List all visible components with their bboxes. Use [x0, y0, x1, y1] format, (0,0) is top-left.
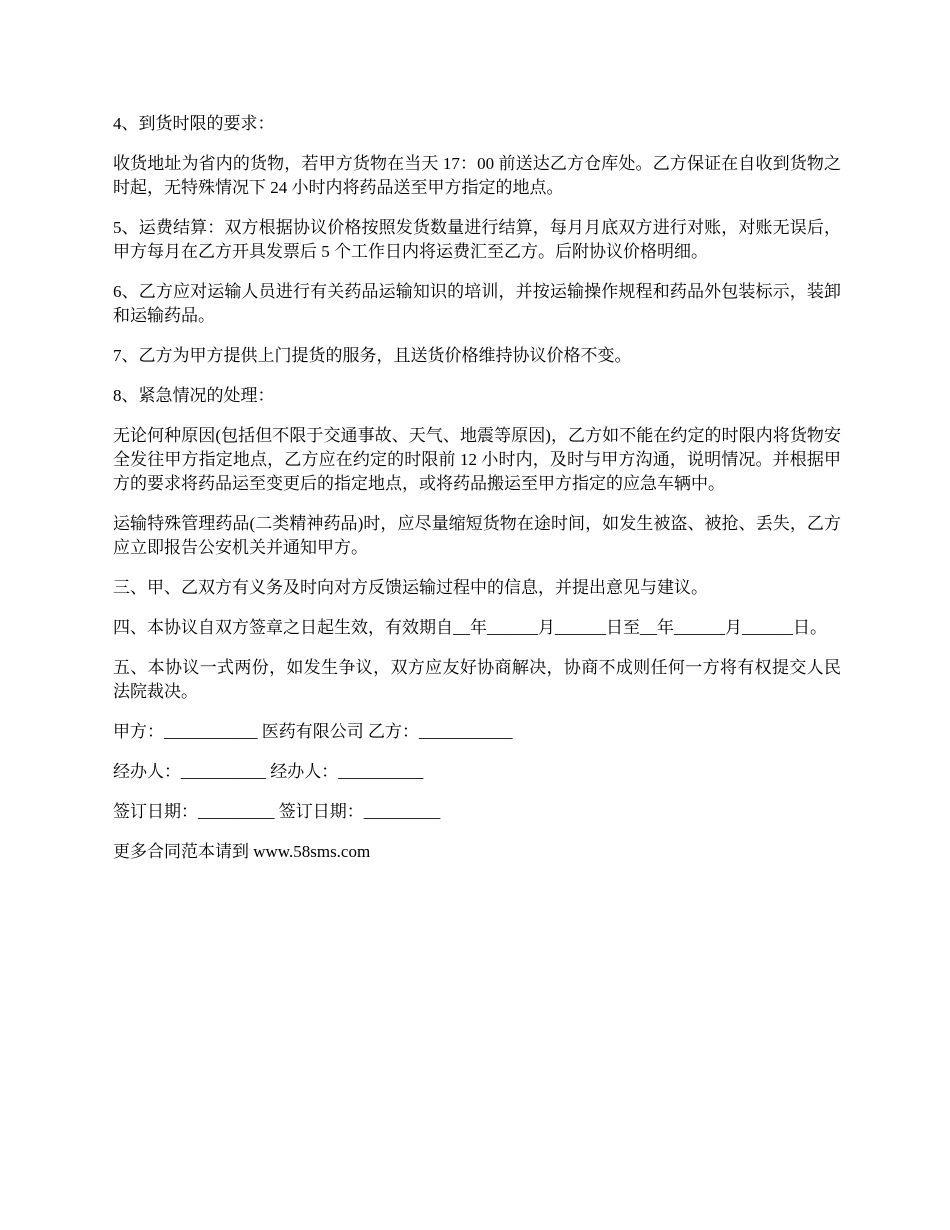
clause-5-freight-settlement: 5、运费结算：双方根据协议价格按照发货数量进行结算，每月月底双方进行对账，对账无误后，甲方每月在乙方开具发票后 5 个工作日内将运费汇至乙方。后附协议价格明细。: [113, 218, 841, 261]
clause-8-special-drugs: 运输特殊管理药品(二类精神药品)时，应尽量缩短货物在途时间，如发生被盗、被抢、丢失，乙方应立即报告公安机关并通知甲方。: [113, 514, 841, 557]
section-3-feedback: 三、甲、乙双方有义务及时向对方反馈运输过程中的信息，并提出意见与建议。: [113, 578, 708, 597]
signature-parties-line: 甲方：___________ 医药有限公司 乙方：___________: [113, 722, 513, 741]
section-5-disputes: 五、本协议一式两份，如发生争议，双方应友好协商解决，协商不成则任何一方将有权提交人民法院裁决。: [113, 658, 841, 701]
clause-8-heading: 8、紧急情况的处理：: [113, 386, 275, 405]
footer-more-templates: 更多合同范本请到 www.58sms.com: [113, 842, 371, 861]
clause-4-heading: 4、到货时限的要求：: [113, 114, 275, 133]
signature-handlers-line: 经办人：__________ 经办人：__________: [113, 762, 424, 781]
clause-6-staff-training: 6、乙方应对运输人员进行有关药品运输知识的培训，并按运输操作规程和药品外包装标示，装卸和运输药品。: [113, 282, 841, 325]
section-4-validity: 四、本协议自双方签章之日起生效，有效期自__年______月______日至__年______月______日。: [113, 618, 827, 637]
clause-7-pickup-service: 7、乙方为甲方提供上门提货的服务，且送货价格维持协议价格不变。: [113, 346, 632, 365]
clause-4-body: 收货地址为省内的货物，若甲方货物在当天 17：00 前送达乙方仓库处。乙方保证在自收到货物之时起，无特殊情况下 24 小时内将药品送至甲方指定的地点。: [113, 154, 841, 197]
clause-8-emergency-body: 无论何种原因(包括但不限于交通事故、天气、地震等原因)，乙方如不能在约定的时限内将货物安全发往甲方指定地点，乙方应在约定的时限前 12 小时内，及时与甲方沟通，说明情况。并根据甲方的要求将药品运至变更后的指定地点，或将药品搬运至甲方指定的应急车辆中。: [113, 426, 841, 493]
document-page: [113, 112, 841, 880]
signature-dates-line: 签订日期：_________ 签订日期：_________: [113, 802, 441, 821]
